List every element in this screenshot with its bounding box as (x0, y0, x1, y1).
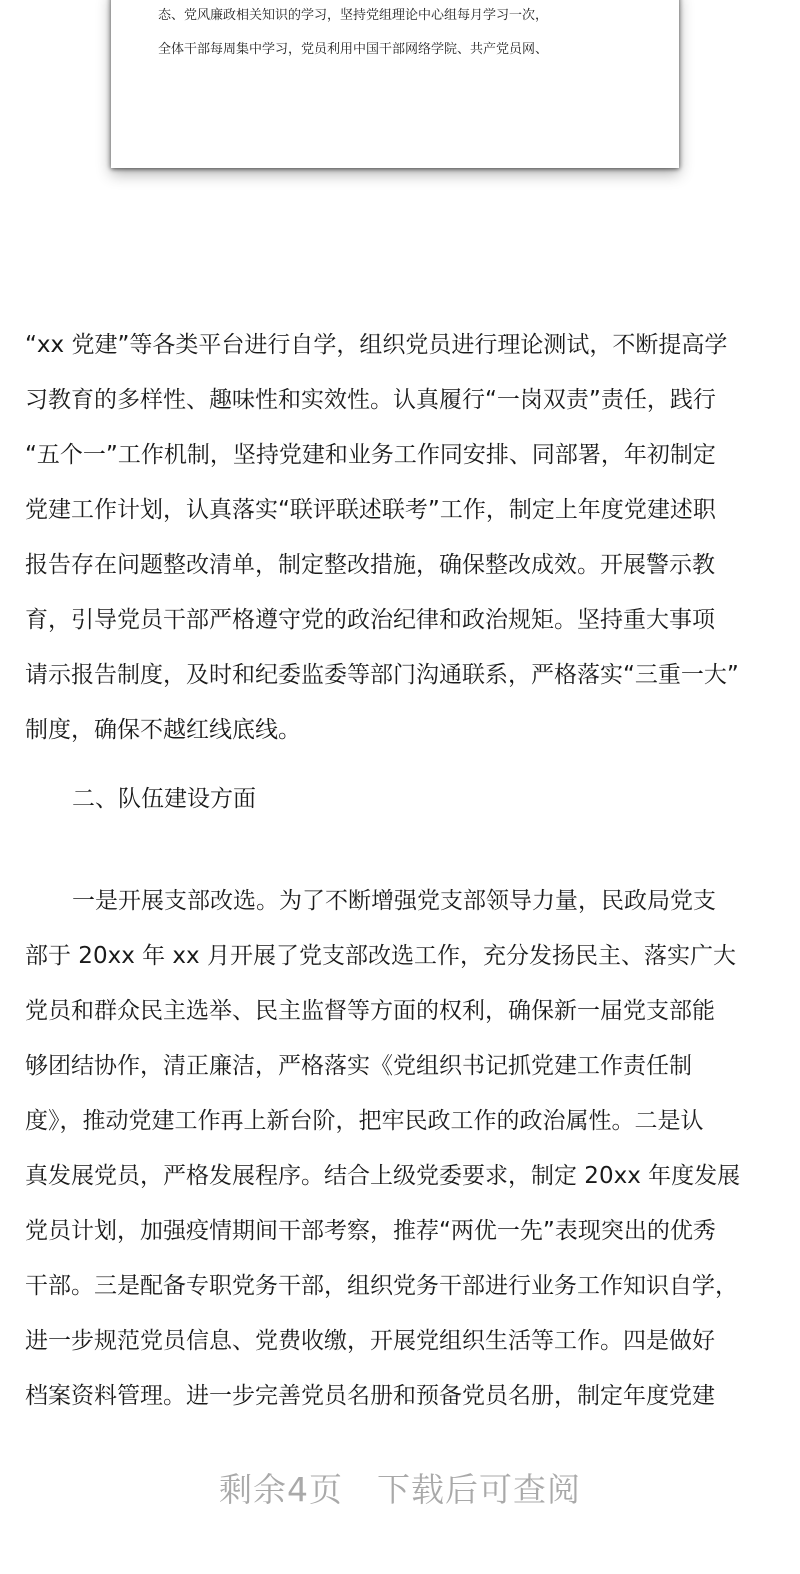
text-line: 够团结协作，清正廉洁，严格落实《党组织书记抓党建工作责任制 (25, 1053, 692, 1079)
preview-line-2: 全体干部每周集中学习，党员利用中国干部网络学院、共产党员网、 (158, 42, 549, 57)
text-line: 档案资料管理。进一步完善党员名册和预备党员名册，制定年度党建 (25, 1383, 715, 1409)
text-line: 请示报告制度，及时和纪委监委等部门沟通联系，严格落实“三重一大” (25, 662, 739, 688)
text-line: “xx 党建”等各类平台进行自学，组织党员进行理论测试，不断提高学 (25, 332, 728, 358)
text-line: 党员计划，加强疫情期间干部考察，推荐“两优一先”表现突出的优秀 (25, 1218, 716, 1244)
text-line: “五个一”工作机制，坚持党建和业务工作同安排、同部署，年初制定 (25, 442, 716, 468)
text-line: 报告存在问题整改清单，制定整改措施，确保整改成效。开展警示教 (25, 552, 715, 578)
download-to-view-label[interactable]: 下载后可查阅 (377, 1470, 581, 1509)
remaining-pages-label: 剩余4页 (219, 1470, 343, 1509)
text-line: 度》，推动党建工作再上新台阶，把牢民政工作的政治属性。二是认 (25, 1108, 704, 1134)
section-heading: 二、队伍建设方面 (72, 786, 256, 812)
preview-line-1: 态、党风廉政相关知识的学习，坚持党组理论中心组每月学习一次， (158, 8, 549, 23)
text-line: 一是开展支部改选。为了不断增强党支部领导力量，民政局党支 (72, 888, 716, 914)
text-line: 制度，确保不越红线底线。 (25, 717, 301, 743)
text-line: 进一步规范党员信息、党费收缴，开展党组织生活等工作。四是做好 (25, 1328, 715, 1354)
download-prompt[interactable] (0, 1462, 800, 1518)
text-line: 育，引导党员干部严格遵守党的政治纪律和政治规矩。坚持重大事项 (25, 607, 715, 633)
text-line: 真发展党员，严格发展程序。结合上级党委要求，制定 20xx 年度发展 (25, 1163, 741, 1189)
text-line: 干部。三是配备专职党务干部，组织党务干部进行业务工作知识自学， (25, 1273, 738, 1299)
text-line: 党建工作计划，认真落实“联评联述联考”工作，制定上年度党建述职 (25, 497, 716, 523)
text-line: 党员和群众民主选举、民主监督等方面的权利，确保新一届党支部能 (25, 998, 715, 1024)
document-preview-card (111, 0, 679, 168)
text-line: 习教育的多样性、趣味性和实效性。认真履行“一岗双责”责任，践行 (25, 387, 716, 413)
text-line: 部于 20xx 年 xx 月开展了党支部改选工作，充分发扬民主、落实广大 (25, 943, 736, 969)
